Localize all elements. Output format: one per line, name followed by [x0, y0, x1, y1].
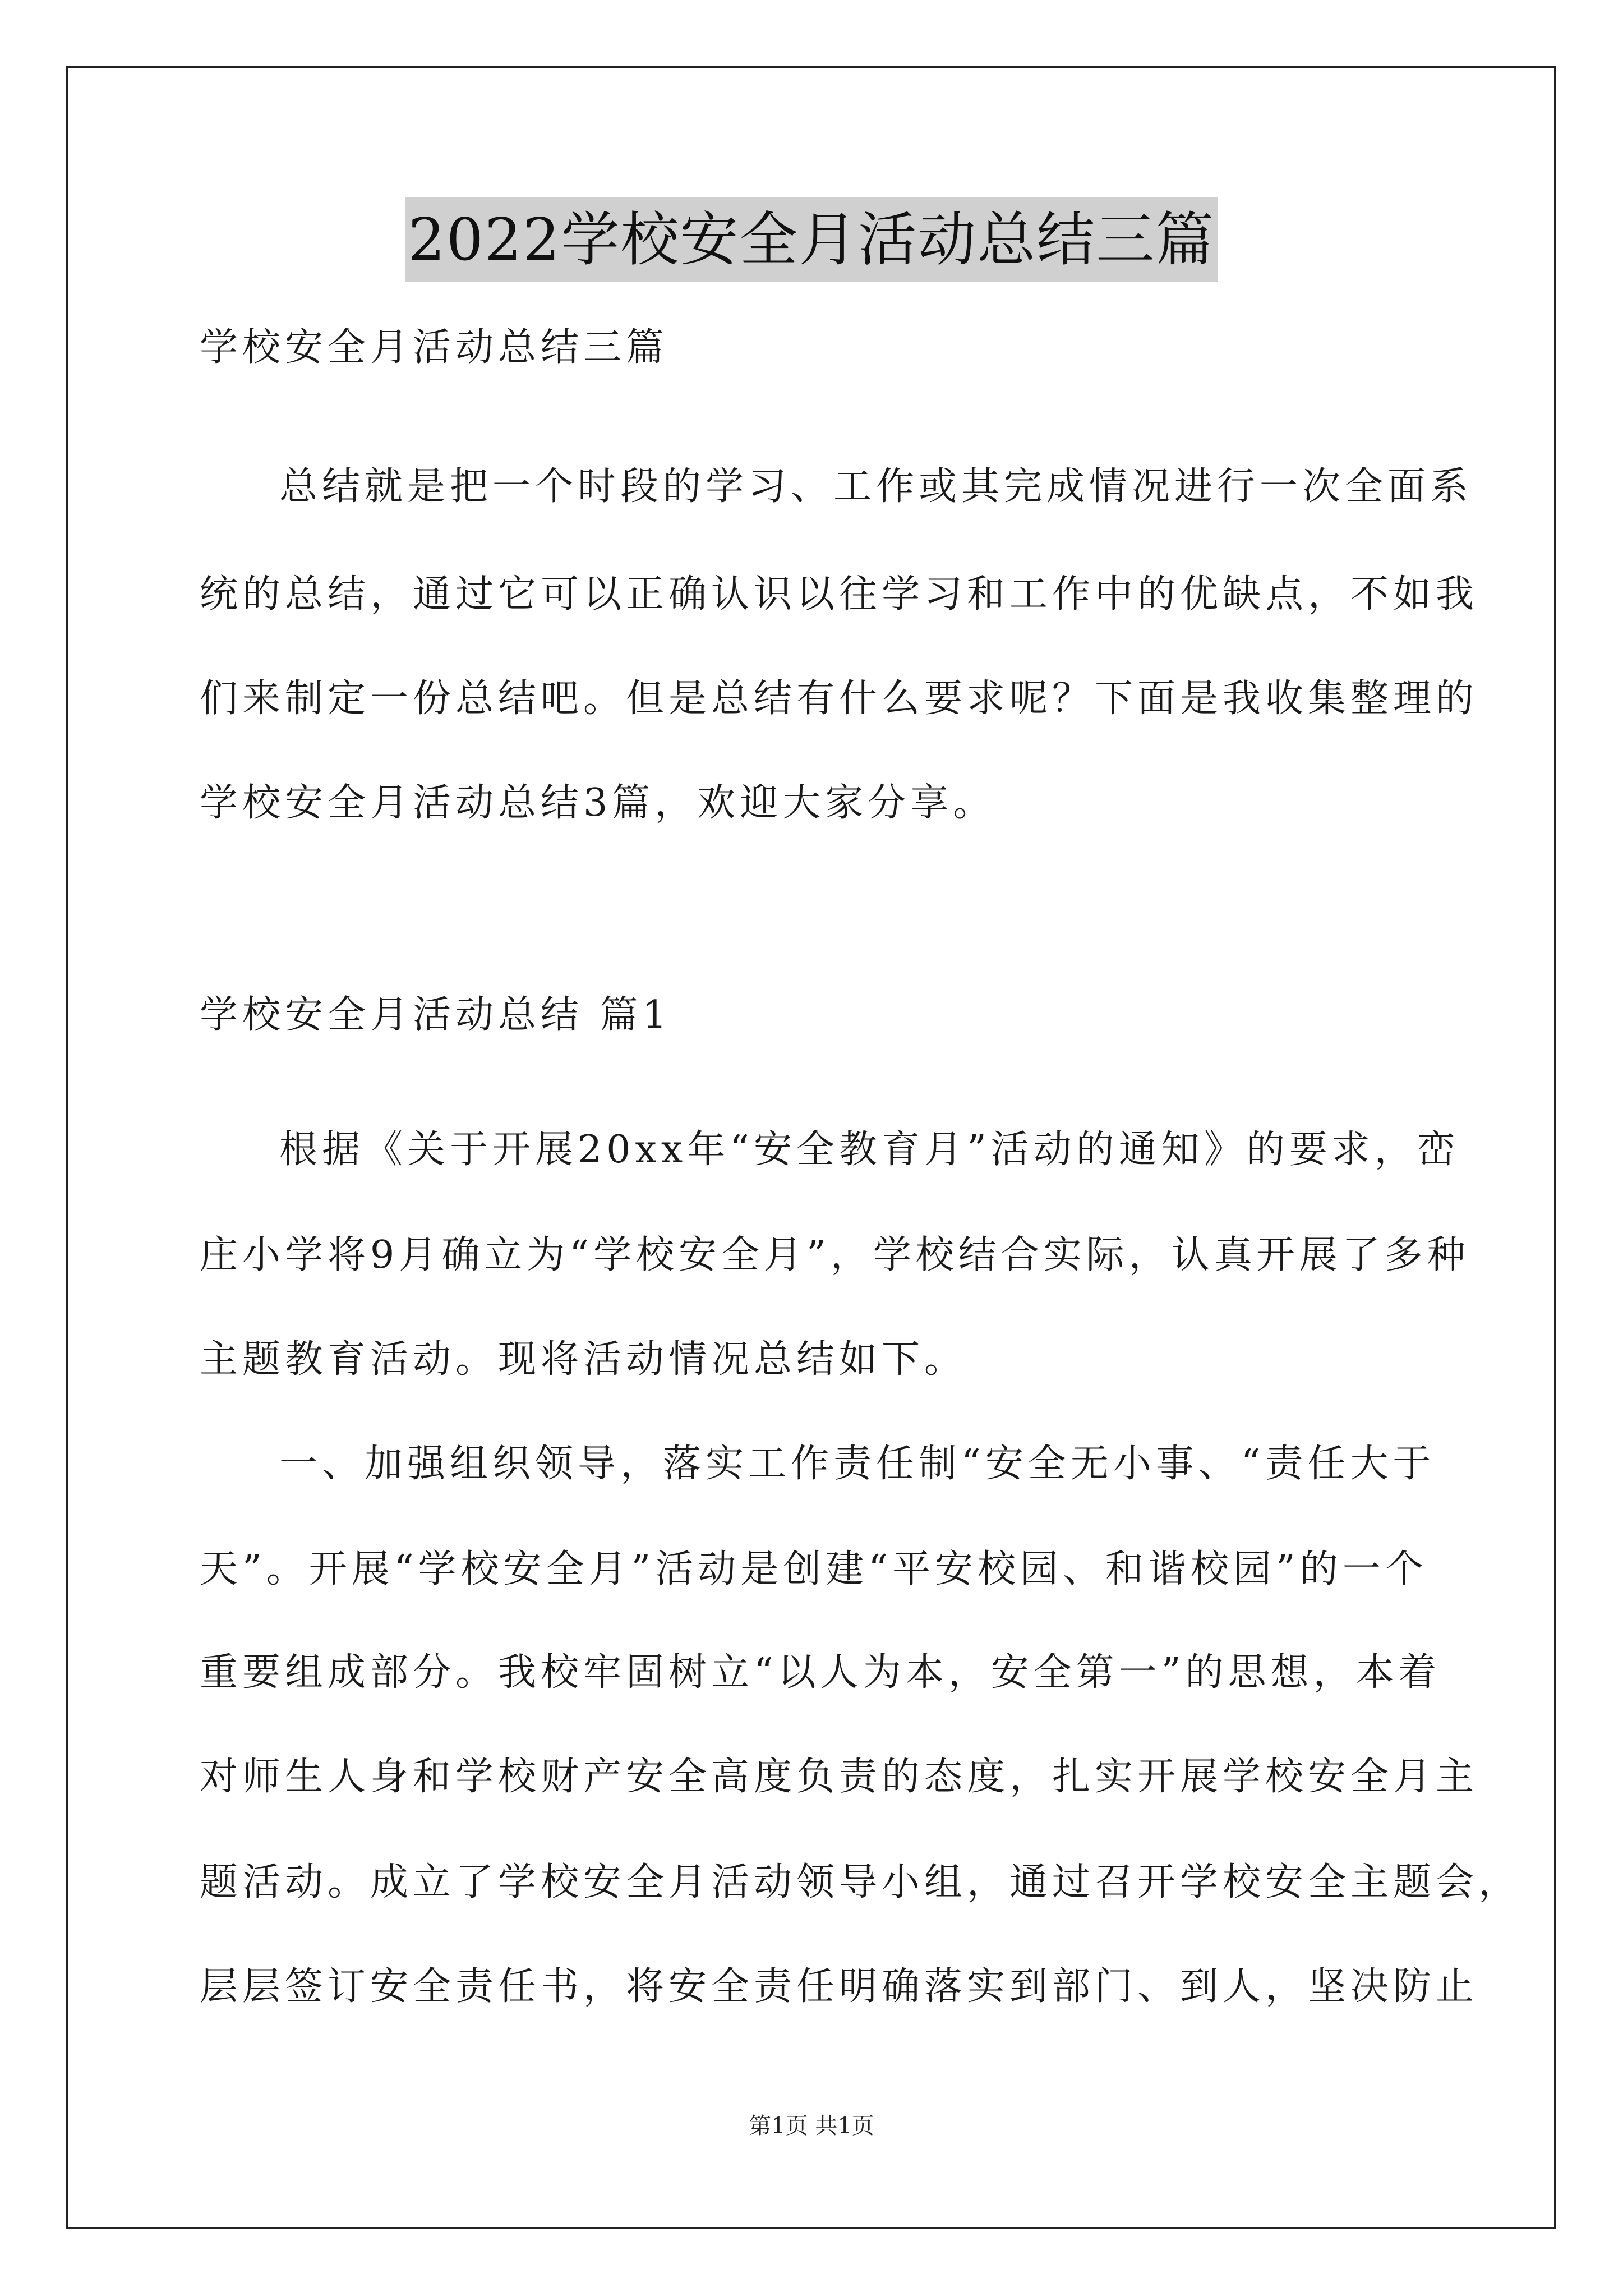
title-container: [0, 197, 1623, 282]
intro-line-4: 学校安全月活动总结3篇，欢迎大家分享。: [200, 781, 996, 825]
para2-line-5: 题活动。成立了学校安全月活动领导小组，通过召开学校安全主题会，: [200, 1860, 1521, 1904]
section-heading: 学校安全月活动总结 篇1: [200, 993, 671, 1037]
document-title: 2022学校安全月活动总结三篇: [405, 197, 1219, 282]
para2-line-1: 一、加强组织领导，落实工作责任制“安全无小事、“责任大于: [279, 1442, 1436, 1486]
page-footer: 第1页 共1页: [749, 2113, 874, 2139]
para1-line-1: 根据《关于开展20xx年“安全教育月”活动的通知》的要求，峦: [279, 1128, 1460, 1172]
subtitle: 学校安全月活动总结三篇: [200, 325, 669, 370]
para2-line-4: 对师生人身和学校财产安全高度负责的态度，扎实开展学校安全月主: [200, 1755, 1479, 1799]
para1-line-2: 庄小学将9月确立为“学校安全月”，学校结合实际，认真开展了多种: [200, 1233, 1470, 1277]
para2-line-6: 层层签订安全责任书，将安全责任明确落实到部门、到人，坚决防止: [200, 1964, 1479, 2009]
intro-line-3: 们来制定一份总结吧。但是总结有什么要求呢？下面是我收集整理的: [200, 677, 1479, 721]
intro-line-2: 统的总结，通过它可以正确认识以往学习和工作中的优缺点，不如我: [200, 572, 1479, 616]
para2-line-3: 重要组成部分。我校牢固树立“以人为本，安全第一”的思想，本着: [200, 1650, 1441, 1695]
intro-line-1: 总结就是把一个时段的学习、工作或其完成情况进行一次全面系: [279, 464, 1473, 509]
para1-line-3: 主题教育活动。现将活动情况总结如下。: [200, 1337, 967, 1382]
para2-line-2: 天”。开展“学校安全月”活动是创建“平安校园、和谐校园”的一个: [200, 1547, 1428, 1591]
